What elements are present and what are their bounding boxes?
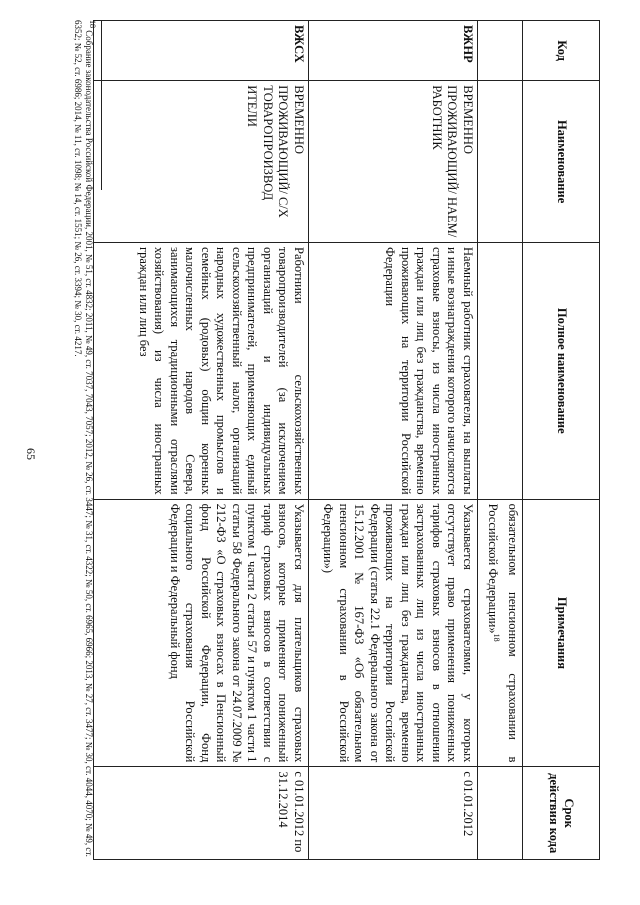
header-code: Код bbox=[523, 21, 600, 81]
name-cell: ВРЕМЕННО ПРОЖИВАЮЩИЙ/ С/Х ТОВАРОПРОИЗВОД ИТЕЛИ bbox=[94, 81, 309, 243]
footnote-reference: 18 bbox=[492, 633, 502, 642]
footnote-marker: 18 bbox=[88, 20, 97, 28]
full-name-cell: Наемный работник страхователя, на выплаты и иные вознаграждения которого начисляются страховые взносы, из числа иностранных граждан или лиц без гражданства, временно проживающих на территории Российской Федерации bbox=[309, 243, 478, 500]
table-row bbox=[94, 21, 309, 860]
carry-code-cell bbox=[478, 21, 523, 81]
carry-validity-cell bbox=[478, 767, 523, 860]
codes-table bbox=[93, 20, 600, 860]
validity-cell: с 01.01.2012 по 31.12.2014 bbox=[94, 767, 309, 860]
footnote-divider bbox=[101, 20, 102, 190]
notes-cell: Указывается страхователями, у которых отсутствует право применения пониженных тарифов страховых взносов в отношении застрахованных лиц из числа иностранных граждан или лиц без гражданства, временно проживающих на территории Российской Федерации (статья 22.1 Федерального закона от 15.12.2001 № 167-ФЗ «Об обязательном пенсионном страховании в Российской Федерации») bbox=[309, 499, 478, 767]
full-name-cell: Работники сельскохозяйственных товаропроизводителей (за исключением организаций и индивидуальных предпринимателей, применяющих единый сельскохозяйственный налог, организаций народных художественных промыслов и семейных (родовых) общин коренных малочисленных народов Севера, занимающихся традиционными отраслями хозяйствования) из числа иностранных граждан или лиц без bbox=[94, 243, 309, 500]
carry-full-name-cell bbox=[478, 243, 523, 500]
header-name: Наименование bbox=[523, 81, 600, 243]
validity-cell: с 01.01.2012 bbox=[309, 767, 478, 860]
footnote-text: Собрание законодательства Российской Федерации, 2001, № 51, ст. 4832; 2011, № 49, ст. 7037, 7043, 7057; 2012, № 26, ст. 3447; № 31, ст. 4322; № 50, ст. 6965, 6966; 2013, № 27, ст. 3477; № 30, ст. 4044, 4070; № 49, ст. 6352; № 52, ст. 6986; 2014, № 11, ст. 1098; № 14, ст. 1551; № 26, ст. 3394; № 30, ст. 4217. bbox=[73, 20, 94, 857]
carry-notes-cell bbox=[478, 499, 523, 767]
page-number: 65 bbox=[24, 448, 38, 460]
code-cell: ВЖСХ bbox=[94, 21, 309, 81]
table-header-row bbox=[523, 21, 600, 860]
notes-cell: Указывается для плательщиков страховых взносов, которые применяют пониженный тариф страховых взносов в соответствии с пунктом 1 части 2 статьи 57 и пунктом 1 части 1 статьи 58 Федерального закона от 24.07.2009 № 212-ФЗ «О страховых взносах в Пенсионный фонд Российской Федерации, Фонд социального страхования Российской Федерации и Федеральный фонд bbox=[94, 499, 309, 767]
header-validity: Срок действия кода bbox=[523, 767, 600, 860]
header-full-name: Полное наименование bbox=[523, 243, 600, 500]
table-row-continued bbox=[478, 21, 523, 860]
footnote bbox=[72, 20, 98, 860]
table-row bbox=[309, 21, 478, 860]
name-cell: ВРЕМЕННО ПРОЖИВАЮЩИЙ/ НАЕМ/РАБОТНИК bbox=[309, 81, 478, 243]
code-cell: ВЖНР bbox=[309, 21, 478, 81]
carry-notes-text: обязательном пенсионном страховании в Российской Федерации» bbox=[486, 503, 520, 763]
carry-name-cell bbox=[478, 81, 523, 243]
header-notes: Примечания bbox=[523, 499, 600, 767]
rotated-page bbox=[40, 20, 600, 880]
